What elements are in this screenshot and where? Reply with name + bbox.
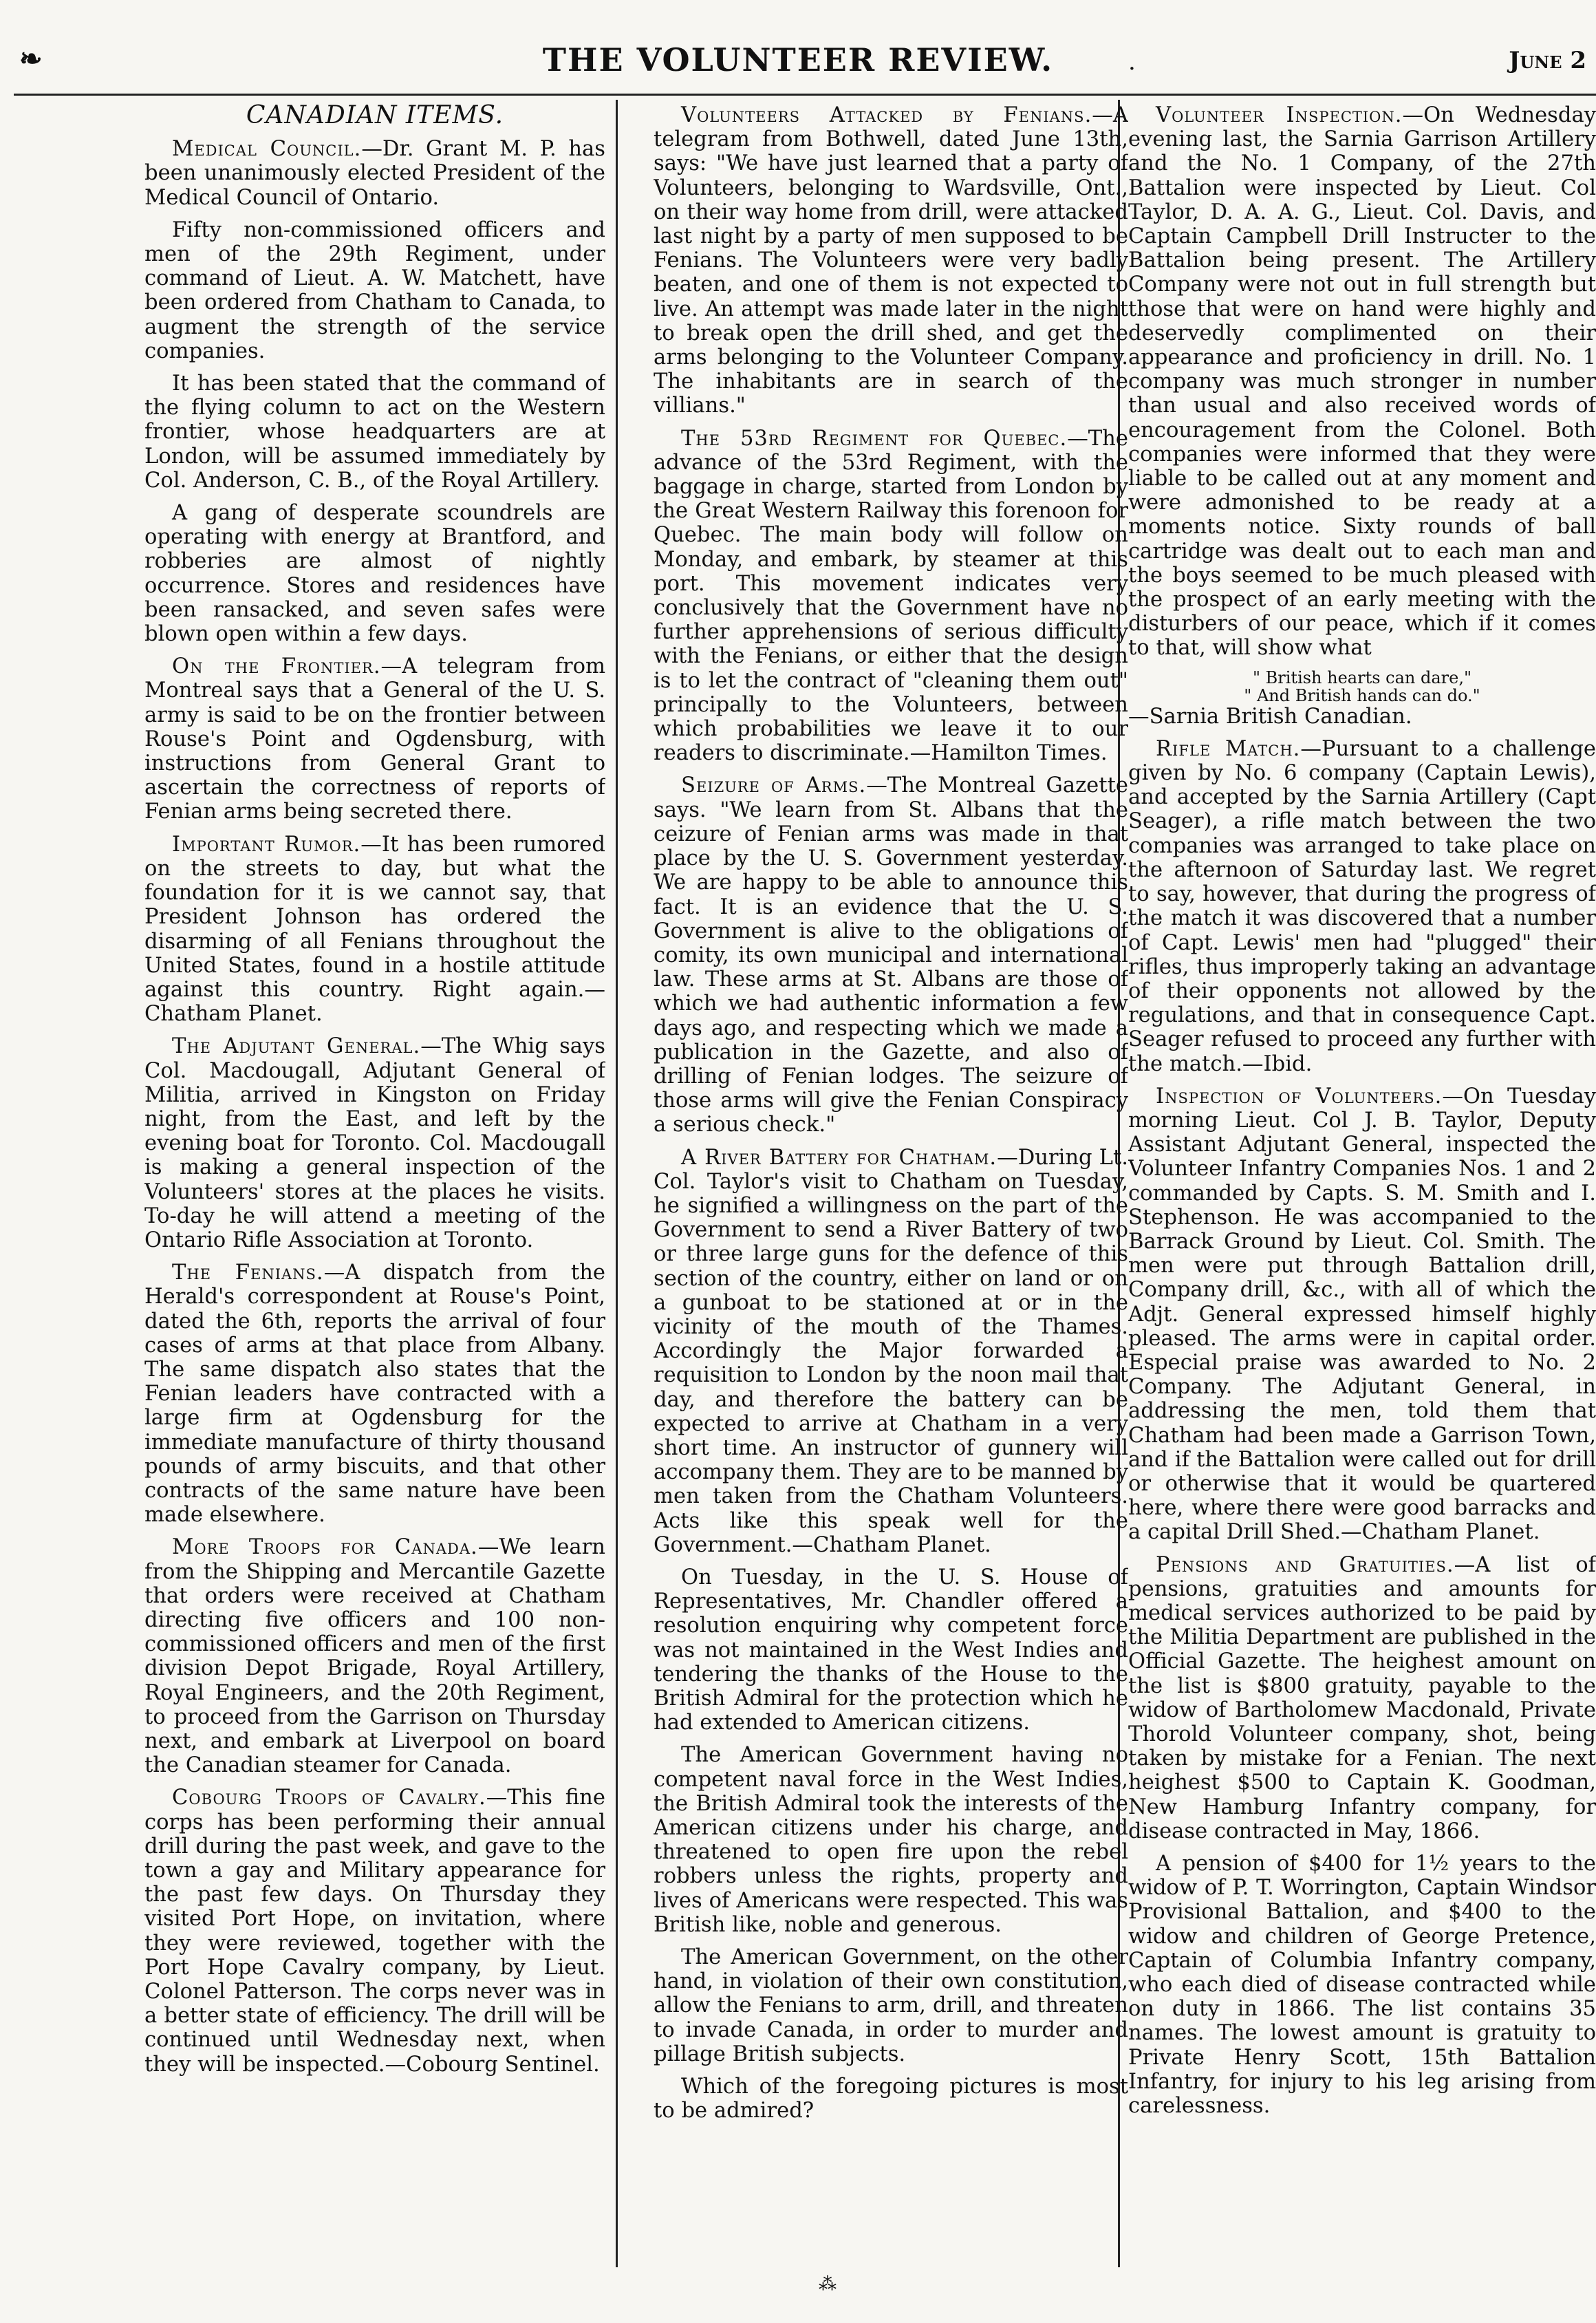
article-heading: The 53rd Regiment for Quebec. — [681, 426, 1068, 451]
article-text: Fifty non-commissioned officers and men of the 29th Regiment, under command of Lieut. A. W. Matchett, have been ordered from Chatham to Canada, to augment the strength of the service companies. — [144, 217, 605, 363]
article-paragraph — [654, 1565, 1128, 1735]
article-paragraph — [144, 372, 605, 493]
article-paragraph — [1128, 737, 1596, 1076]
article-heading: Seizure of Arms. — [681, 773, 867, 798]
issue-date: June 2 — [1509, 47, 1586, 74]
article-text: A pension of $400 for 1½ years to the widow of P. T. Worrington, Captain Windsor Provisional Battalion, and $400 to the widow and children of George Pretence, Captain of Columbia Infantry company, who each died of disease contracted while on duty in 1866. The list contains 35 names. The lowest amount is gratuity to Private Henry Scott, 15th Battalion Infantry, for injury to his leg arising from carelessness. — [1128, 1852, 1596, 2119]
article-heading: Volunteers Attacked by Fenians. — [681, 103, 1092, 127]
article-heading: More Troops for Canada. — [172, 1535, 478, 1560]
article-paragraph — [144, 218, 605, 363]
column-3 — [1128, 103, 1596, 2267]
header-rule — [14, 94, 1596, 96]
article-text: It has been stated that the command of the flying column to act on the Western frontier, whose headquarters are at London, will be assumed immediately by Col. Anderson, C. B., of the Royal Artillery. — [144, 372, 605, 493]
article-heading: Cobourg Troops of Cavalry. — [172, 1786, 486, 1810]
article-text: —A telegram from Bothwell, dated June 13th, says: "We have just learned that a party of Volunteers, belonging to Wardsville, Ont., on their way home from drill, were attacked last night by a party of men supposed to be Fenians. The Volunteers were very badly beaten, and one of them is not expected to live. An attempt was made later in the night to break open the drill shed, and get the arms belonging to the Volunteer Company. The inhabitants are in search of the villians." — [654, 103, 1128, 418]
article-paragraph — [144, 1261, 605, 1527]
masthead — [0, 0, 1596, 89]
article-paragraph — [144, 137, 605, 210]
article-paragraph — [1128, 103, 1596, 661]
column-2 — [654, 103, 1128, 2267]
article-heading: Important Rumor. — [172, 832, 361, 857]
article-text: A gang of desperate scoundrels are operating with energy at Brantford, and robberies are almost of nightly occurrence. Stores and residences have been ransacked, and seven safes were blown open within a few days. — [144, 501, 605, 647]
footer-ornament: ⁂ — [819, 2274, 837, 2295]
article-heading: The Fenians. — [172, 1261, 324, 1285]
article-paragraph — [654, 2075, 1128, 2123]
article-text: —On Wednesday evening last, the Sarnia Garrison Artillery and the No. 1 Company, of the 27th Battalion were inspected by Lieut. Col Taylor, D. A. A. G., Lieut. Col. Davis, and Captain Campbell Drill Instructer to the Battalion being present. The Artillery Company were not out in full strength but those that were on hand were highly and deservedly complimented on their appearance and proficiency in drill. No. 1 company was much stronger in number than usual and also received words of encouragement from the Colonel. Both companies were informed that they were liable to be called out at any moment and were admonished to be ready at a moments notice. Sixty rounds of ball cartridge was dealt out to each man and the boys seemed to be much pleased with the prospect of an early meeting with the disturbers of our peace, which if it comes to that, will show what — [1128, 103, 1596, 661]
column-2-articles — [654, 103, 1128, 2123]
article-paragraph — [654, 103, 1128, 418]
article-text: —It has been rumored on the streets to day, but what the foundation for it is we cannot say, that President Johnson has ordered the disarming of all Fenians throughout the United States, found in a hostile attitude against this country. Right again.—Chatham Planet. — [144, 832, 605, 1027]
article-heading: On the Frontier. — [172, 654, 381, 679]
article-text: —The advance of the 53rd Regiment, with the baggage in charge, started from London by the Great Western Railway this forenoon for Quebec. The main body will follow on Monday, and embark, by steamer at this port. This movement indicates very conclusively that the Government have no further apprehensions of serious difficulty with the Fenians, or either that the design is to let the contract of "cleaning them out" principally to the Volunteers, between which probabilities we leave it to our readers to discriminate.—Hamilton Times. — [654, 426, 1128, 766]
article-text: —Pursuant to a challenge given by No. 6 company (Captain Lewis), and accepted by the Sarnia Artillery (Capt Seager), a rifle match between the two companies was arranged to take place on the afternoon of Saturday last. We regret to say, however, that during the progress of the match it was discovered that a number of Capt. Lewis' men had "plugged" their rifles, thus improperly taking an advantage of their opponents not allowed by the regulations, and that in consequence Capt. Seager refused to proceed any further with the match.—Ibid. — [1128, 736, 1596, 1076]
article-text: The American Government, on the other hand, in violation of their own constitution, allow the Fenians to arm, drill, and threaten to invade Canada, in order to murder and pillage British subjects. — [654, 1945, 1128, 2066]
article-paragraph — [654, 1743, 1128, 1937]
article-paragraph — [654, 1146, 1128, 1557]
article-text: The American Government having no competent naval force in the West Indies, the British Admiral took the interests of the American citizens under his charge, and threatened to open fire upon the rebel robbers unless the rights, property and lives of Americans were respected. This was British like, noble and generous. — [654, 1743, 1128, 1937]
article-paragraph — [144, 1786, 605, 2076]
article-paragraph — [654, 427, 1128, 766]
article-paragraph — [654, 1945, 1128, 2066]
article-heading: A River Battery for Chatham. — [681, 1145, 998, 1170]
article-paragraph — [144, 833, 605, 1027]
article-text: —The Whig says Col. Macdougall, Adjutant General of Militia, arrived in Kingston on Friday night, from the East, and left by the evening boat for Toronto. Col. Macdougall is making a general inspection of the Volunteers' stores at the places he visits. To-day he will attend a meeting of the Ontario Rifle Association at Toronto. — [144, 1034, 605, 1252]
article-text: —Sarnia British Canadian. — [1128, 704, 1412, 729]
article-text: —The Montreal Gazette says. "We learn from St. Albans that the ceizure of Fenian arms was made in that place by the U. S. Government yesterday. We are happy to be able to announce this fact. It is an evidence that the U. S. Government is alive to the obligations of comity, its own municipal and international law. These arms at St. Albans are those of which we had authentic information a few days ago, and respecting which we made a publication in the Gazette, and also of drilling of Fenian lodges. The seizure of those arms will give the Fenian Conspiracy a serious check." — [654, 773, 1128, 1137]
article-text: —A telegram from Montreal says that a General of the U. S. army is said to be on the frontier between Rouse's Point and Ogdensburg, with instructions from General Grant to ascertain the correctness of reports of Fenian arms being secreted there. — [144, 654, 605, 824]
section-title: CANADIAN ITEMS. — [246, 103, 504, 129]
article-text: —On Tuesday morning Lieut. Col J. B. Taylor, Deputy Assistant Adjutant General, inspected the Volunteer Infantry Companies Nos. 1 and 2 commanded by Capts. S. M. Smith and I. Stephenson. He was accompanied to the Barrack Ground by Lieut. Col. Smith. The men were put through Battalion drill, Company drill, &c., with all of which the Adjt. General expressed himself highly pleased. The arms were in capital order. Especial praise was awarded to No. 2 Company. The Adjutant General, in addressing the men, told them that Chatham had been made a Garrison Town, and if the Battalion were called out for drill or otherwise that it would be quartered here, where there were good barracks and a capital Drill Shed.—Chatham Planet. — [1128, 1084, 1596, 1545]
article-heading: Medical Council. — [172, 137, 362, 162]
article-heading: Pensions and Gratuities. — [1156, 1552, 1454, 1577]
article-heading: Rifle Match. — [1156, 736, 1301, 761]
column-1 — [144, 103, 605, 2267]
article-text: On Tuesday, in the U. S. House of Representatives, Mr. Chandler offered a resolution enquiring why competent force was not maintained in the West Indies and tendering the thanks of the House to the British Admiral for the protection which he had extended to American citizens. — [654, 1565, 1128, 1735]
column-1-articles — [144, 137, 605, 2077]
masthead-ornament: ❧ — [19, 43, 43, 75]
article-text: —During Lt. Col. Taylor's visit to Chatham on Tuesday, he signified a willingness on the part of the Government to send a River Battery of two or three large guns for the defence of this section of the country, either on land or on a gunboat to be stationed at or in the vicinity of the mouth of the Thames. Accordingly the Major forwarded a requisition to London by the noon mail that day, and therefore the battery can be expected to arrive at Chatham in a very short time. An instructor of gunnery will accompany them. They are to be manned by men taken from the Chatham Volunteers. Acts like this speak well for the Government.—Chatham Planet. — [654, 1145, 1128, 1557]
column-divider — [616, 100, 618, 2267]
article-paragraph — [144, 1034, 605, 1252]
article-paragraph — [144, 654, 605, 824]
article-paragraph — [1128, 1084, 1596, 1545]
article-paragraph — [144, 1535, 605, 1777]
article-text: —Dr. Grant M. P. has been unanimously elected President of the Medical Council of Ontario. — [144, 137, 605, 210]
newspaper-title: THE VOLUNTEER REVIEW. — [542, 41, 1054, 78]
article-text: —A dispatch from the Herald's correspondent at Rouse's Point, dated the 6th, reports the arrival of four cases of arms at that place from Albany. The same dispatch also states that the Fenian leaders have contracted with a large firm at Ogdensburg for the immediate manufacture of thirty thousand pounds of army biscuits, and that other contracts of the same nature have been made elsewhere. — [144, 1261, 605, 1528]
article-paragraph — [144, 501, 605, 646]
column-3-articles — [1128, 103, 1596, 2118]
article-heading: The Adjutant General. — [172, 1034, 421, 1059]
article-paragraph — [654, 773, 1128, 1137]
article-paragraph — [1128, 1553, 1596, 1843]
article-heading: Inspection of Volunteers. — [1156, 1084, 1443, 1109]
article-paragraph — [1128, 705, 1596, 729]
article-paragraph — [1128, 1852, 1596, 2118]
article-text: —A list of pensions, gratuities and amounts for medical services authorized to be paid by the Militia Department are published in the Official Gazette. The heighest amount on the list is $800 gratuity, payable to the widow of Bartholomew Macdonald, Private Thorold Volunteer company, shot, being taken by mistake for a Fenian. The next heighest $500 to Captain K. Goodman, New Hamburg Infantry company, for disease contracted in May, 1866. — [1128, 1552, 1596, 1843]
article-text: —We learn from the Shipping and Mercantile Gazette that orders were received at Chatham directing five officers and 100 non-commissioned officers and men of the first division Depot Brigade, Royal Artillery, Royal Engineers, and the 20th Regiment, to proceed from the Garrison on Thursday next, and embark at Liverpool on board the Canadian steamer for Canada. — [144, 1535, 605, 1778]
article-text: —This fine corps has been performing their annual drill during the past week, and gave to the town a gay and Military appearance for the past few days. On Thursday they visited Port Hope, on invitation, where they were reviewed, together with the Port Hope Cavalry company, by Lieut. Colonel Patterson. The corps never was in a better state of efficiency. The drill will be continued until Wednesday next, when they will be inspected.—Cobourg Sentinel. — [144, 1786, 605, 2077]
masthead-dot: . — [1128, 48, 1136, 76]
article-heading: Volunteer Inspection. — [1156, 103, 1403, 127]
article-text: Which of the foregoing pictures is most to be admired? — [654, 2075, 1128, 2123]
verse-quote-line: " And British hands can do." — [1244, 685, 1480, 705]
verse-quote-line: " British hearts can dare," — [1252, 667, 1472, 687]
